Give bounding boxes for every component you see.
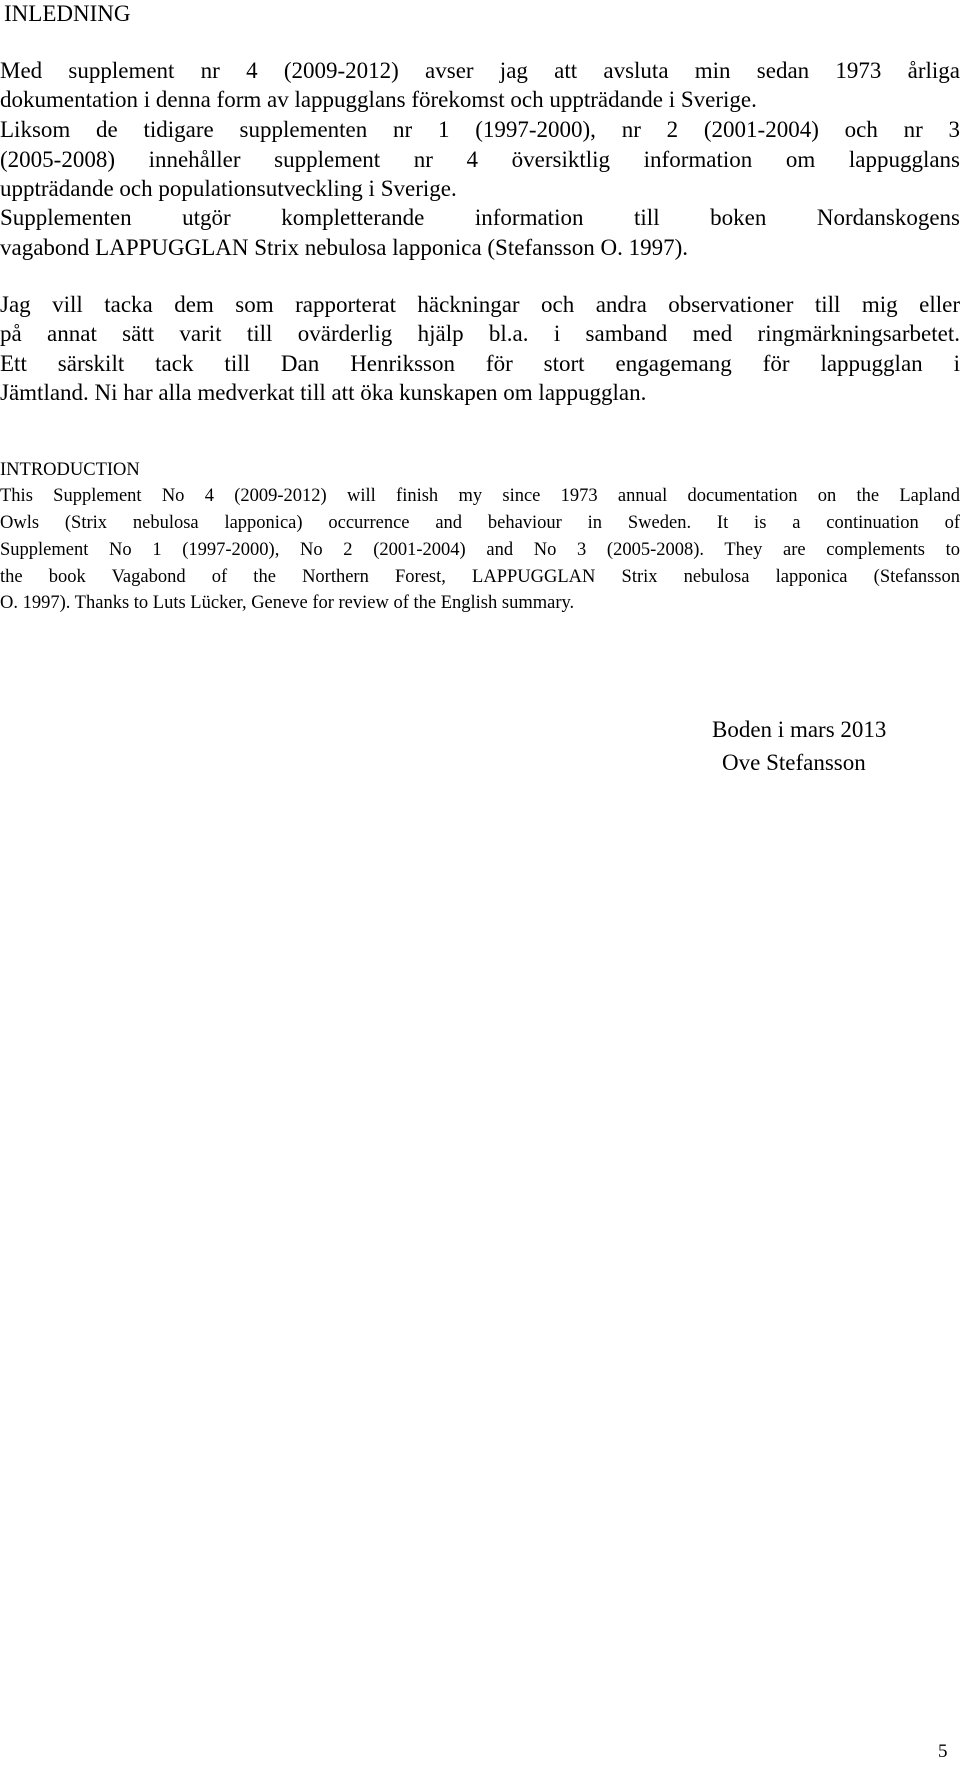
sv-p1-line-5: uppträdande och populationsutveckling i Sverige. <box>0 176 457 201</box>
sv-p1-line-2: dokumentation i denna form av lappugglans förekomst och uppträdande i Sverige. <box>0 87 757 112</box>
page-number: 5 <box>938 1741 948 1762</box>
en-line-1: This Supplement No 4 (2009-2012) will finish my since 1973 annual documentation on the Lapland <box>0 486 960 506</box>
heading-inledning: INLEDNING <box>4 1 131 26</box>
heading-introduction: INTRODUCTION <box>0 460 140 480</box>
sv-p2-line-4: Jämtland. Ni har alla medverkat till att öka kunskapen om lappugglan. <box>0 380 647 405</box>
en-line-5: O. 1997). Thanks to Luts Lücker, Geneve for review of the English summary. <box>0 593 575 613</box>
sv-p2-line-2: på annat sätt varit till ovärderlig hjälp bl.a. i samband med ringmärkningsarbetet. <box>0 321 960 346</box>
sv-p1-line-7: vagabond LAPPUGGLAN Strix nebulosa lapponica (Stefansson O. 1997). <box>0 235 688 260</box>
en-line-4: the book Vagabond of the Northern Forest, LAPPUGGLAN Strix nebulosa lapponica (Stefansson <box>0 567 960 587</box>
sv-p1-line-3: Liksom de tidigare supplementen nr 1 (1997-2000), nr 2 (2001-2004) och nr 3 <box>0 117 960 142</box>
sv-p2-line-3: Ett särskilt tack till Dan Henriksson för stort engagemang för lappugglan i <box>0 351 960 376</box>
signature-place-date: Boden i mars 2013 <box>712 717 887 742</box>
sv-p1-line-4: (2005-2008) innehåller supplement nr 4 översiktlig information om lappugglans <box>0 147 960 172</box>
en-line-2: Owls (Strix nebulosa lapponica) occurrence and behaviour in Sweden. It is a continuation of <box>0 513 960 533</box>
sv-p1-line-6: Supplementen utgör kompletterande information till boken Nordanskogens <box>0 205 960 230</box>
sv-p1-line-1: Med supplement nr 4 (2009-2012) avser jag att avsluta min sedan 1973 årliga <box>0 58 960 83</box>
signature-name: Ove Stefansson <box>722 750 866 775</box>
en-line-3: Supplement No 1 (1997-2000), No 2 (2001-2004) and No 3 (2005-2008). They are complements to <box>0 540 960 560</box>
sv-p2-line-1: Jag vill tacka dem som rapporterat häckningar och andra observationer till mig eller <box>0 292 960 317</box>
